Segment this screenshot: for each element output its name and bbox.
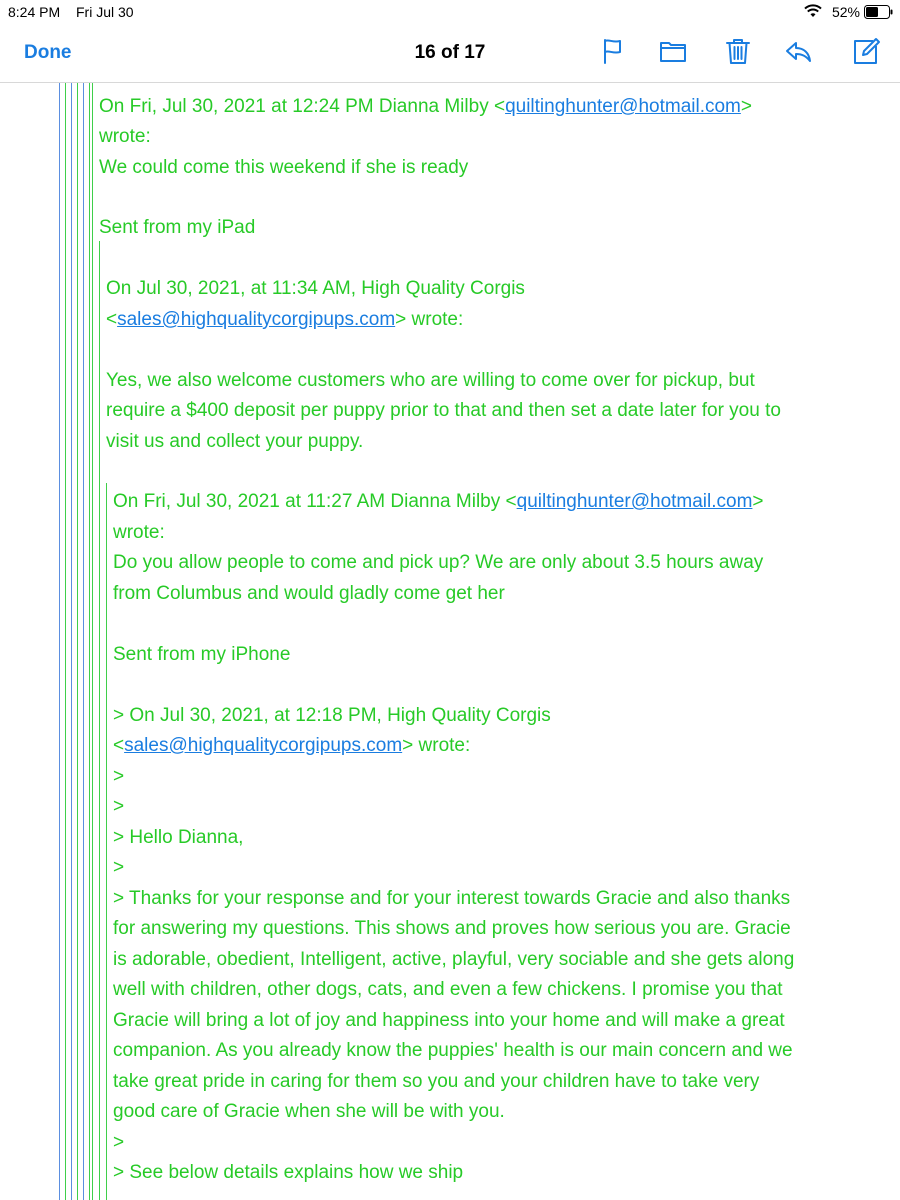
text-line: companion. As you already know the puppies' health is our main concern and we bbox=[113, 1040, 793, 1061]
email-link[interactable]: quiltinghunter@hotmail.com bbox=[505, 96, 741, 117]
wifi-icon bbox=[804, 4, 822, 18]
text-line: Sent from my iPhone bbox=[113, 644, 291, 665]
text-line: good care of Gracie when she will be with you. bbox=[113, 1101, 505, 1122]
quote-bar bbox=[71, 83, 72, 1200]
reply-icon[interactable] bbox=[783, 36, 813, 66]
text-line: > bbox=[113, 766, 125, 787]
text-line: Yes, we also welcome customers who are willing to come over for pickup, but bbox=[106, 370, 755, 391]
text-line: Do you allow people to come and pick up? We are only about 3.5 hours away bbox=[113, 552, 764, 573]
text-line: On Jul 30, 2021, at 11:34 AM, High Quality Corgis bbox=[106, 278, 525, 299]
battery-icon bbox=[864, 5, 894, 19]
quote-bar bbox=[65, 83, 66, 1200]
text-line: Gracie will bring a lot of joy and happiness into your home and will make a great bbox=[113, 1010, 785, 1031]
text-line: On Fri, Jul 30, 2021 at 12:24 PM Dianna Milby <quiltinghunter@hotmail.com> bbox=[99, 96, 752, 117]
email-link[interactable]: sales@highqualitycorgipups.com bbox=[117, 309, 396, 330]
text-line: for answering my questions. This shows and proves how serious you are. Gracie bbox=[113, 918, 791, 939]
quote-bar bbox=[99, 241, 100, 1200]
text-line: require a $400 deposit per puppy prior to that and then set a date later for you to bbox=[106, 400, 781, 421]
flag-icon[interactable] bbox=[598, 36, 628, 66]
quote-bar bbox=[92, 83, 93, 1200]
email-link[interactable]: sales@highqualitycorgipups.com bbox=[124, 735, 403, 756]
email-body[interactable] bbox=[0, 83, 900, 1200]
quote-bar bbox=[77, 83, 78, 1200]
text-line: well with children, other dogs, cats, and even a few chickens. I promise you that bbox=[113, 979, 783, 1000]
text-line: > bbox=[113, 857, 125, 878]
text-line: from Columbus and would gladly come get her bbox=[113, 583, 505, 604]
trash-icon[interactable] bbox=[723, 36, 753, 66]
text-line: visit us and collect your puppy. bbox=[106, 431, 364, 452]
quote-bar bbox=[89, 83, 90, 1200]
text-line: Sent from my iPad bbox=[99, 217, 256, 238]
text-line: wrote: bbox=[113, 522, 165, 543]
text-line: wrote: bbox=[99, 126, 151, 147]
text-line: On Fri, Jul 30, 2021 at 11:27 AM Dianna Milby <quiltinghunter@hotmail.com> bbox=[113, 491, 764, 512]
text-line: > See below details explains how we ship bbox=[113, 1162, 464, 1183]
quote-bar bbox=[83, 83, 84, 1200]
compose-icon[interactable] bbox=[851, 36, 881, 66]
quote-bar bbox=[106, 483, 107, 1200]
text-line: We could come this weekend if she is ready bbox=[99, 157, 469, 178]
text-line: is adorable, obedient, Intelligent, active, playful, very sociable and she gets along bbox=[113, 949, 795, 970]
message-counter: 16 of 17 bbox=[414, 42, 486, 63]
mail-toolbar bbox=[0, 24, 900, 83]
text-line: > bbox=[113, 1132, 125, 1153]
done-button[interactable]: Done bbox=[24, 42, 72, 63]
text-line: > Hello Dianna, bbox=[113, 827, 244, 848]
text-line: > bbox=[113, 796, 125, 817]
status-time: 8:24 PM bbox=[8, 4, 61, 20]
text-line: <sales@highqualitycorgipups.com> wrote: bbox=[106, 309, 464, 330]
battery-percent: 52% bbox=[831, 4, 860, 20]
status-bar bbox=[0, 0, 900, 24]
email-link[interactable]: quiltinghunter@hotmail.com bbox=[516, 491, 753, 512]
text-line: > On Jul 30, 2021, at 12:18 PM, High Quality Corgis bbox=[113, 705, 551, 726]
status-date: Fri Jul 30 bbox=[76, 4, 134, 20]
text-line: <sales@highqualitycorgipups.com> wrote: bbox=[113, 735, 471, 756]
text-line: take great pride in caring for them so you and your children have to take very bbox=[113, 1071, 760, 1092]
folder-icon[interactable] bbox=[658, 36, 688, 66]
text-line: > Thanks for your response and for your interest towards Gracie and also thanks bbox=[113, 888, 791, 909]
quote-bar bbox=[59, 83, 60, 1200]
